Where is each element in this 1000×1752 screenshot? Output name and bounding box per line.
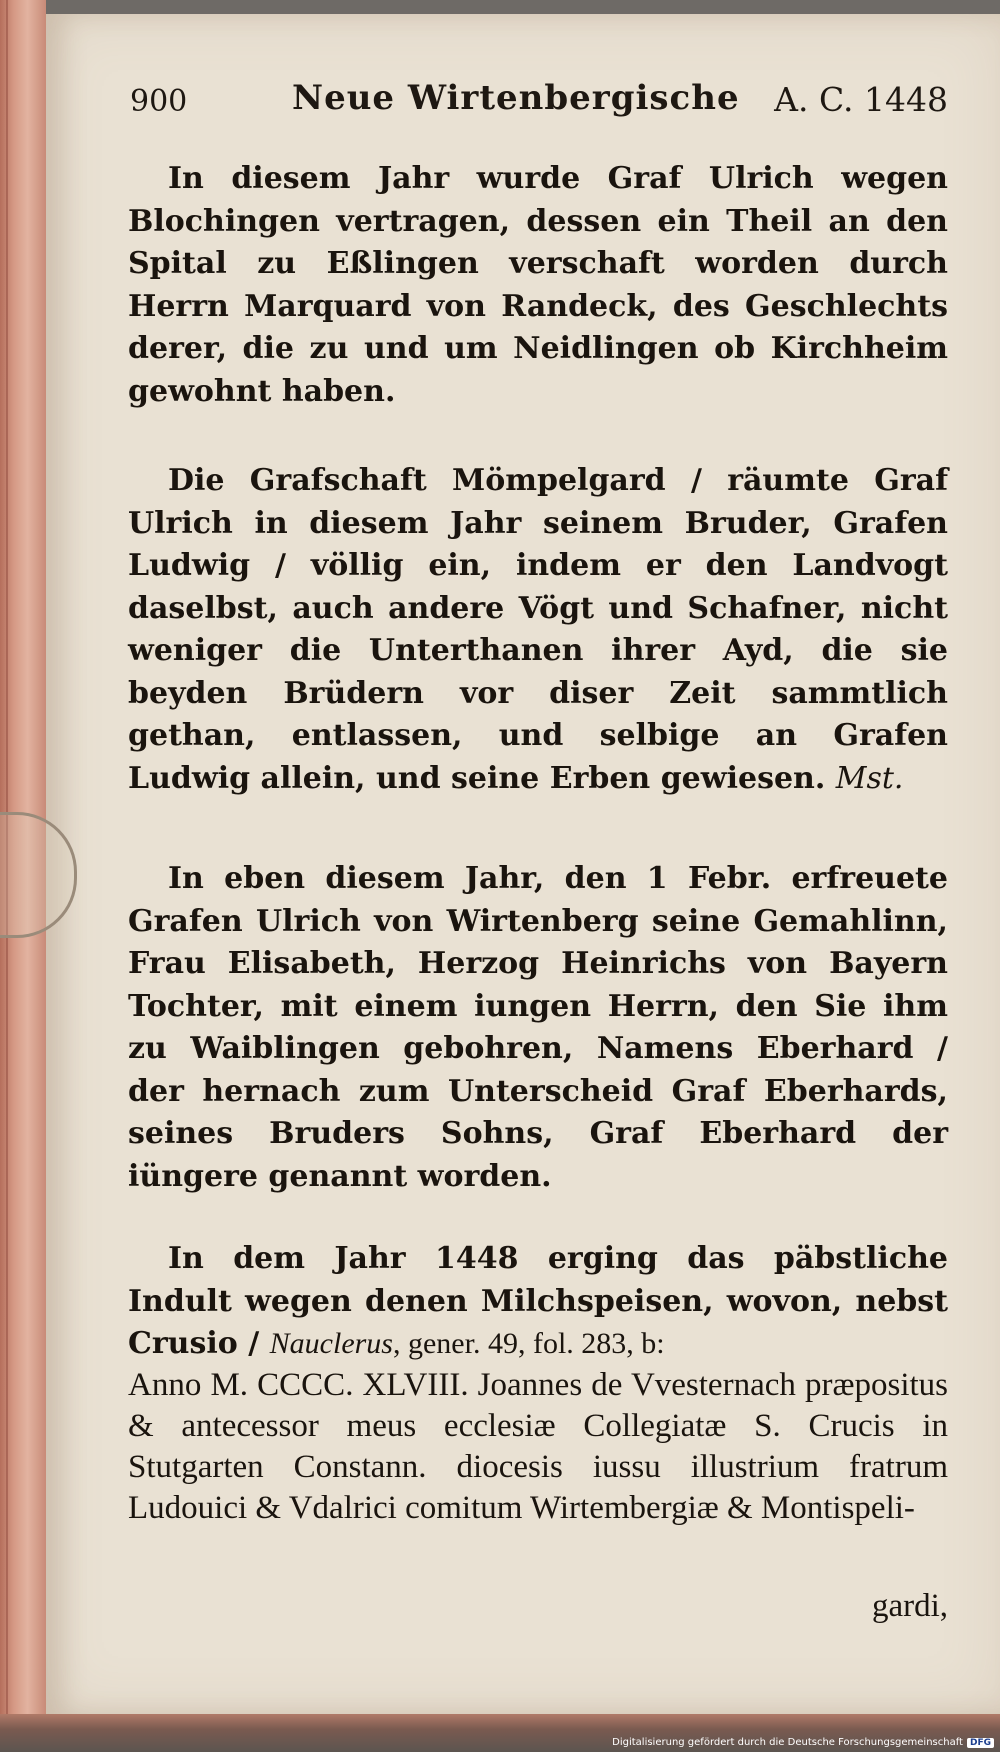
paragraph-4 [128,1238,948,1366]
paragraph-4-text [128,1238,948,1366]
catchword: gardi, [871,1588,948,1624]
paragraph-3 [128,858,948,1198]
footer-text: Digitalisierung gefördert durch die Deutsche Forschungsgemeinschaft [612,1737,963,1748]
paragraph-2 [128,460,948,800]
running-title: Neue Wirtenbergische [292,78,740,118]
manuscript-note: Mst. [835,760,904,796]
paragraph-2-text [128,460,948,800]
paragraph-1-text: In diesem Jahr wurde Graf Ulrich wegen Blochingen vertragen, dessen ein Theil an den Spital zu Eßlingen verschaft worden durch Herrn Marquard von Randeck, des Geschlechts derer, die zu und um Neidlingen ob Kirchheim gewohnt haben. [128,161,948,409]
latin-quotation-text: Anno M. CCCC. XLVIII. Joannes de Vvesternach præpositus & antecessor meus ecclesiæ Collegiatæ S. Crucis in Stutgarten Constann. diocesis iussu illustrium fratrum Ludouici & Vdalrici comitum Wirtembergiæ & Montispeli- [128,1367,948,1526]
author-citation: Nauclerus [269,1327,393,1360]
paragraph-1 [128,158,948,413]
latin-quotation [128,1365,948,1529]
dfg-logo: DFG [967,1738,994,1748]
paragraph-4-body: In dem Jahr 1448 erging das päbstliche Indult wegen denen Milchspeisen, wovon, nebst Crusio / [128,1241,948,1361]
year-reference: A. C. 1448 [774,80,948,119]
paragraph-3-text: In eben diesem Jahr, den 1 Febr. erfreuete Grafen Ulrich von Wirtenberg seine Gemahlinn, Frau Elisabeth, Herzog Heinrichs von Bayern Tochter, mit einem iungen Herrn, den Sie ihm zu Waiblingen gebohren, Namens Eberhard / der hernach zum Unterscheid Graf Eberhards, seines Bruders Sohns, Graf Eberhard der iüngere genannt worden. [128,861,948,1194]
paragraph-2-body: Die Grafschaft Mömpelgard / räumte Graf Ulrich in diesem Jahr seinem Bruder, Grafen Ludwig / völlig ein, indem er den Landvogt daselbst, auch andere Vögt und Schafner, nicht weniger die Unterthanen ihrer Ayd, die sie beyden Brüdern vor diser Zeit sammtlich gethan, entlassen, und selbige an Grafen Ludwig allein, und seine Erben gewiesen. [128,463,948,796]
page-header [130,78,948,128]
page-number: 900 [130,84,188,119]
folio-citation: , gener. 49, fol. 283, b: [392,1327,665,1360]
digitization-footer [612,1737,994,1748]
